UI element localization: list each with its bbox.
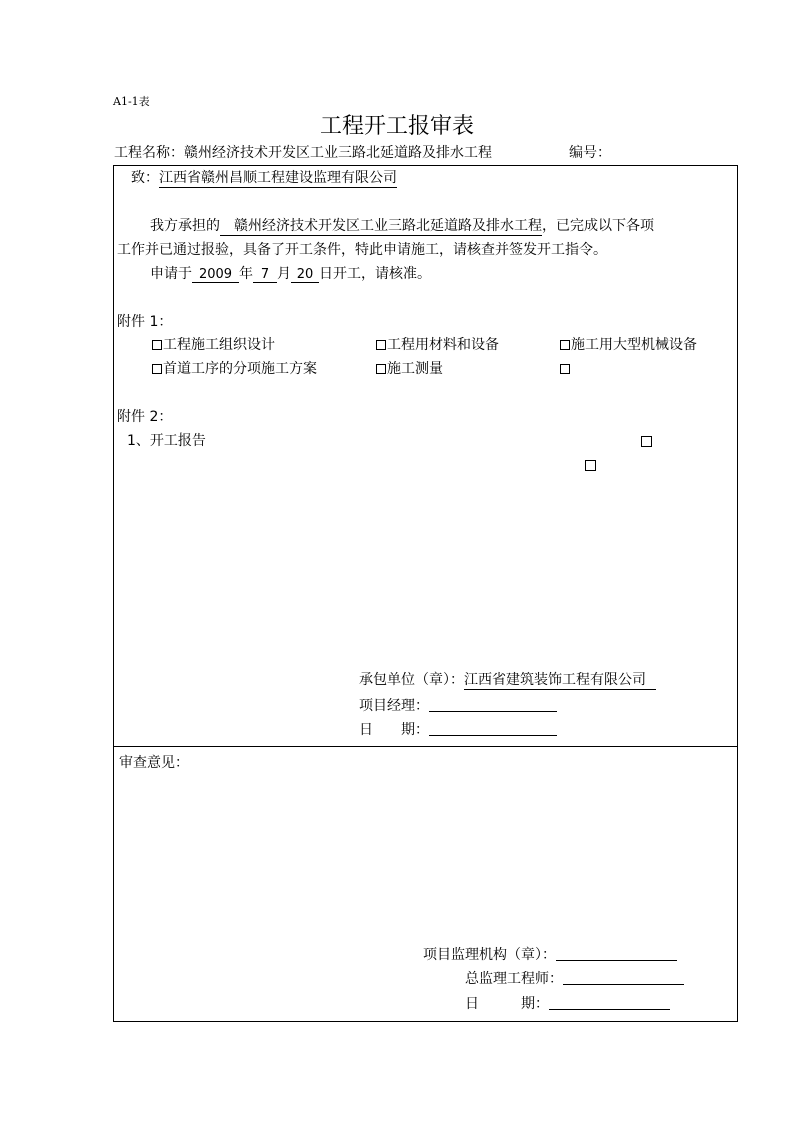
checkbox[interactable] (152, 364, 162, 374)
contractor-date-row (359, 721, 557, 737)
attachment-1-item[interactable]: 工程用材料和设备 (376, 338, 499, 352)
body-line-1 (150, 219, 654, 233)
checkbox[interactable] (641, 436, 652, 447)
checkbox[interactable] (152, 340, 162, 350)
apply-date-row (150, 267, 431, 283)
project-manager-row (359, 697, 557, 713)
contractor-date-label: 日 期： (359, 722, 429, 738)
attachment-1-item[interactable]: 施工用大型机械设备 (560, 338, 697, 352)
review-date-label: 日 期： (465, 996, 549, 1012)
contractor-date-field[interactable] (429, 721, 557, 736)
body-project-name: 赣州经济技术开发区工业三路北延道路及排水工程 (220, 218, 542, 236)
attachment-1-item[interactable]: 工程施工组织设计 (152, 338, 275, 352)
project-name-value: 赣州经济技术开发区工业三路北延道路及排水工程 (184, 145, 492, 161)
review-date-field[interactable] (549, 995, 670, 1010)
project-number-label: 编号： (569, 145, 611, 161)
attachment-2-label: 附件 2： (117, 409, 173, 425)
review-date-row (465, 995, 670, 1011)
body-prefix: 我方承担的 (150, 218, 220, 234)
body-suffix: ，已完成以下各项 (542, 218, 654, 234)
body-line-2: 工作并已通过报验，具备了开工条件，特此申请施工，请核查并签发开工指令。 (117, 242, 607, 258)
attachment-1-label: 附件 1： (117, 314, 173, 330)
attachment-1-item[interactable]: 施工测量 (376, 362, 443, 376)
checkbox[interactable] (560, 340, 570, 350)
apply-month-unit: 月 (277, 266, 291, 282)
chief-engineer-row (465, 970, 684, 986)
addressee-prefix: 致： (131, 170, 159, 186)
chief-engineer-field[interactable] (563, 970, 684, 985)
apply-prefix: 申请于 (150, 266, 192, 282)
project-manager-field[interactable] (429, 697, 557, 712)
supervision-org-field[interactable] (556, 946, 677, 961)
apply-day: 20 (291, 268, 319, 283)
checkbox[interactable] (376, 364, 386, 374)
apply-year-unit: 年 (239, 266, 253, 282)
chief-engineer-label: 总监理工程师： (465, 971, 563, 987)
page-title: 工程开工报审表 (319, 114, 474, 139)
contractor-unit-row (359, 673, 656, 687)
apply-month: 7 (253, 268, 277, 283)
apply-year: 2009 (192, 268, 239, 283)
attachment-2-item: 1、开工报告 (127, 433, 206, 449)
attachment-1-item[interactable] (560, 362, 571, 376)
checkbox[interactable] (376, 340, 386, 350)
form-code: A1-1表 (113, 95, 150, 108)
project-name-label: 工程名称： (114, 145, 184, 161)
supervision-org-label: 项目监理机构（章）： (423, 947, 556, 963)
attachment-1-item[interactable]: 首道工序的分项施工方案 (152, 362, 317, 376)
addressee-org: 江西省赣州昌顺工程建设监理有限公司 (159, 170, 397, 186)
checkbox[interactable] (560, 364, 570, 374)
contractor-unit-name: 江西省建筑装饰工程有限公司 (464, 672, 656, 690)
checkbox[interactable] (585, 460, 596, 471)
apply-suffix: 日开工，请核准。 (319, 266, 431, 282)
review-opinion-label: 审查意见： (119, 755, 189, 771)
contractor-unit-label: 承包单位（章）： (359, 672, 464, 688)
supervision-org-row (423, 946, 677, 962)
addressee-row (131, 171, 397, 185)
project-name-row (114, 146, 492, 160)
project-manager-label: 项目经理： (359, 698, 429, 714)
